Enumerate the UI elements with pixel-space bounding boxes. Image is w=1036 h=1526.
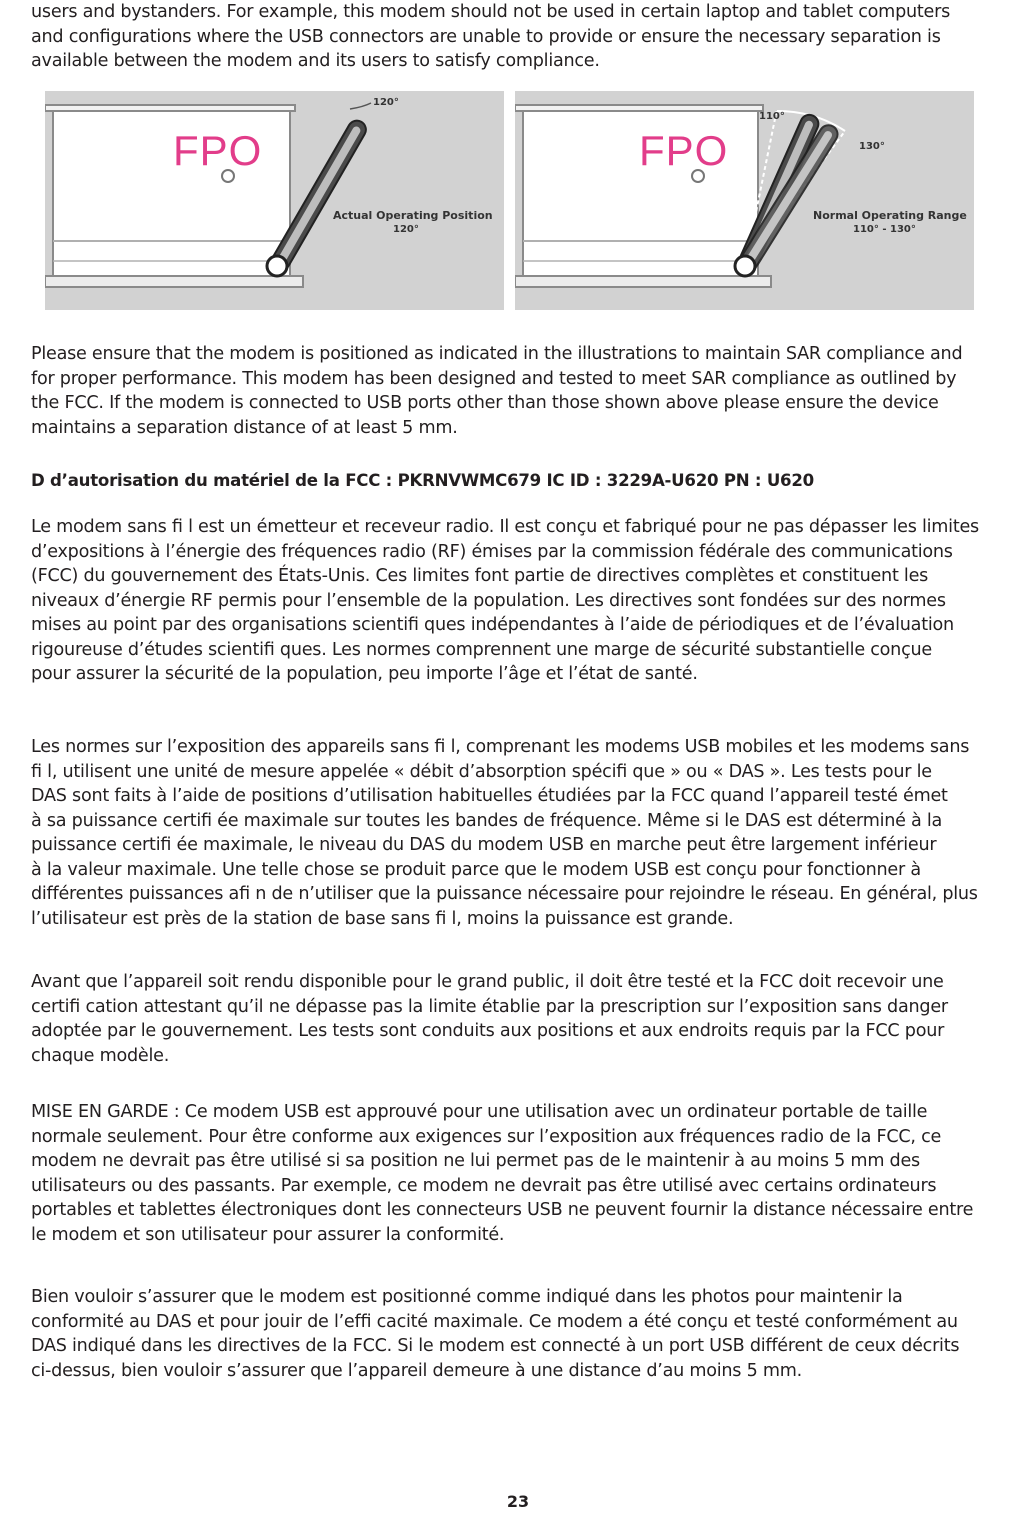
laptop-modem-illustration-right [515,91,974,310]
fpo-placeholder-right: FPO [639,127,729,174]
fpo-placeholder-left: FPO [173,127,263,174]
french-paragraph-3: Avant que l’appareil soit rendu disponible pour le grand public, il doit être testé et la FCC doit recevoir une certiﬁ cation attestant qu’il ne dépasse pas la limite établie par la prescription sur l’exposition sans danger adoptée par le gouvernement. Les tests sont conduits aux positions et aux endroits requis par la FCC pour chaque modèle. [31,972,948,1066]
angle-label-110: 110° [759,111,785,122]
angle-label-left: 120° [373,97,399,108]
intro-paragraph: users and bystanders. For example, this modem should not be used in certain laptop and tablet computers and conﬁgurations where the USB connectors are unable to provide or ensure the necessary separation is available between the modem and its users to satisfy compliance. [31,2,951,71]
figures-row [45,91,990,311]
laptop-modem-illustration-left [45,91,504,310]
caption-line2-left: 120° [393,224,419,235]
angle-label-130: 130° [859,141,885,152]
french-paragraph-2: Les normes sur l’exposition des appareils sans ﬁ l, comprenant les modems USB mobiles et les modems sans ﬁ l, utilisent une unité de mesure appelée « débit d’absorption spéciﬁ que » ou « DAS ». Les tests pour le DAS sont faits à l’aide de positions d’utilisation habituelles étudiées par la FCC quand l’appareil testé émet à sa puissance certiﬁ ée maximale sur toutes les bandes de fréquence. Même si le DAS est déterminé à la puissance certiﬁ ée maximale, le niveau du DAS du modem USB en marche peut être largement inférieur à la valeur maximale. Une telle chose se produit parce que le modem USB est conçu pour fonctionner à différentes puissances aﬁ n de n’utiliser que la puissance nécessaire pour rejoindre le réseau. En général, plus l’utilisateur est près de la station de base sans ﬁ l, moins la puissance est grande. [31,737,978,929]
caption-line1-left: Actual Operating Position [333,209,493,222]
french-paragraph-1: Le modem sans ﬁ l est un émetteur et receveur radio. Il est conçu et fabriqué pour ne pas dépasser les limites d’expositions à l’énergie des fréquences radio (RF) émises par la commission fédérale des communications (FCC) du gouvernement des États-Unis. Ces limites font partie de directives complètes et constituent les niveaux d’énergie RF permis pour l’ensemble de la population. Les directives sont fondées sur des normes mises au point par des organisations scientiﬁ ques indépendantes à l’aide de périodiques et de l’évaluation rigoureuse d’études scientiﬁ ques. Les normes comprennent une marge de sécurité substantielle conçue pour assurer la sécurité de la population, peu importe l’âge et l’état de santé. [31,517,979,684]
fcc-id-heading: D d’autorisation du matériel de la FCC : PKRNVWMC679 IC ID : 3229A-U620 PN : U620 [31,471,814,490]
french-paragraph-5: Bien vouloir s’assurer que le modem est positionné comme indiqué dans les photos pour maintenir la conformité au DAS et pour jouir de l’efﬁ cacité maximale. Ce modem a été conçu et testé conformément au DAS indiqué dans les directives de la FCC. Si le modem est connecté à un port USB différent de ceux décrits ci-dessus, bien vouloir s’assurer que l’appareil demeure à une distance d’au moins 5 mm. [31,1287,960,1381]
caption-line1-right: Normal Operating Range [813,209,967,222]
compliance-paragraph: Please ensure that the modem is positioned as indicated in the illustrations to maintain SAR compliance and for proper performance. This modem has been designed and tested to meet SAR compliance as outlined by the FCC. If the modem is connected to USB ports other than those shown above please ensure the device maintains a separation distance of at least 5 mm. [31,344,963,438]
figure-normal-operating-range [515,91,974,310]
page-number: 23 [506,1492,530,1511]
caption-line2-right: 110° - 130° [853,224,916,235]
french-paragraph-4: MISE EN GARDE : Ce modem USB est approuvé pour une utilisation avec un ordinateur portable de taille normale seulement. Pour être conforme aux exigences sur l’exposition aux fréquences radio de la FCC, ce modem ne devrait pas être utilisé si sa position ne lui permet pas de le maintenir à au moins 5 mm des utilisateurs ou des passants. Par exemple, ce modem ne devrait pas être utilisé avec certains ordinateurs portables et tablettes électroniques dont les connecteurs USB ne peuvent fournir la distance nécessaire entre le modem et son utilisateur pour assurer la conformité. [31,1102,974,1245]
figure-actual-operating-position [45,91,504,310]
